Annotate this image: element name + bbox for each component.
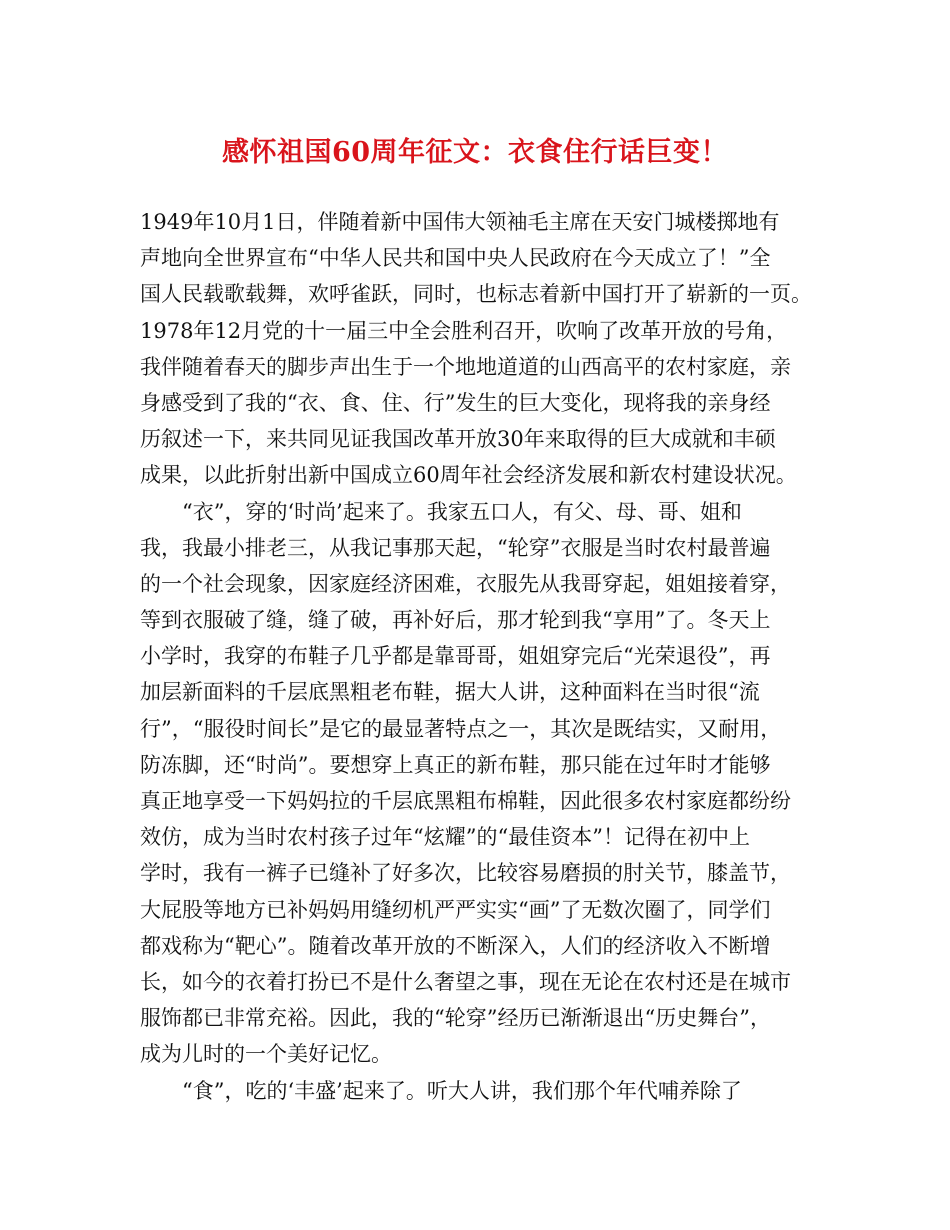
- text-line: 成为儿时的一个美好记忆。: [140, 1042, 392, 1067]
- text-line: 都戏称为“靶心”。随着改革开放的不断深入，人们的经济收入不断增: [140, 933, 771, 958]
- text-line: 的一个社会现象，因家庭经济困难，衣服先从我哥穿起，姐姐接着穿，: [140, 571, 791, 596]
- text-line: 声地向全世界宣布“中华人民共和国中央人民政府在今天成立了！”全: [140, 246, 771, 271]
- text-line: 1949年10月1日，伴随着新中国伟大领袖毛主席在天安门城楼掷地有: [140, 210, 780, 234]
- text-line: 小学时，我穿的布鞋子几乎都是靠哥哥，姐姐穿完后“光荣退役”，再: [140, 644, 771, 669]
- text-line: “衣”，穿的‘时尚’起来了。我家五口人，有父、母、哥、姐和: [182, 499, 742, 524]
- text-line: 行”，“服役时间长”是它的最显著特点之一，其次是既结实，又耐用，: [140, 716, 782, 741]
- text-line: 我，我最小排老三，从我记事那天起，“轮穿”衣服是当时农村最普遍: [140, 535, 771, 560]
- text-line: 真正地享受一下妈妈拉的千层底黑粗布棉鞋，因此很多农村家庭都纷纷: [140, 789, 791, 813]
- text-line: 学时，我有一裤子已缝补了好多次，比较容易磨损的肘关节，膝盖节，: [140, 861, 791, 886]
- document-body: [140, 204, 830, 1109]
- text-line: 防冻脚，还“时尚”。要想穿上真正的新布鞋，那只能在过年时才能够: [140, 752, 771, 777]
- text-line: 长，如今的衣着打扮已不是什么奢望之事，现在无论在农村还是在城市: [140, 969, 791, 994]
- text-line: 等到衣服破了缝，缝了破，再补好后，那才轮到我“享用”了。冬天上: [140, 608, 771, 633]
- document-title: 感怀祖国60周年征文：衣食住行话巨变！: [221, 137, 729, 168]
- text-line: 成果，以此折射出新中国成立60周年社会经济发展和新农村建设状况。: [140, 463, 797, 488]
- text-line: 国人民载歌载舞，欢呼雀跃，同时，也标志着新中国打开了崭新的一页。: [140, 282, 812, 307]
- text-line: “食”，吃的‘丰盛’起来了。听大人讲，我们那个年代哺养除了: [182, 1078, 742, 1103]
- text-line: 加层新面料的千层底黑粗老布鞋，据大人讲，这种面料在当时很“流: [140, 680, 760, 705]
- text-line: 身感受到了我的“衣、食、住、行”发生的巨大变化，现将我的亲身经: [140, 390, 771, 415]
- text-line: 效仿，成为当时农村孩子过年“炫耀”的“最佳资本”！记得在初中上: [140, 825, 750, 850]
- text-line: 我伴随着春天的脚步声出生于一个地地道道的山西高平的农村家庭，亲: [140, 354, 791, 379]
- text-line: 服饰都已非常充裕。因此，我的“轮穿”经历已渐渐退出“历史舞台”，: [140, 1006, 771, 1031]
- text-line: 大屁股等地方已补妈妈用缝纫机严严实实“画”了无数次圈了，同学们: [140, 897, 771, 922]
- text-line: 1978年12月党的十一届三中全会胜利召开，吹响了改革开放的号角，: [140, 318, 788, 343]
- text-line: 历叙述一下，来共同见证我国改革开放30年来取得的巨大成就和丰硕: [140, 427, 776, 452]
